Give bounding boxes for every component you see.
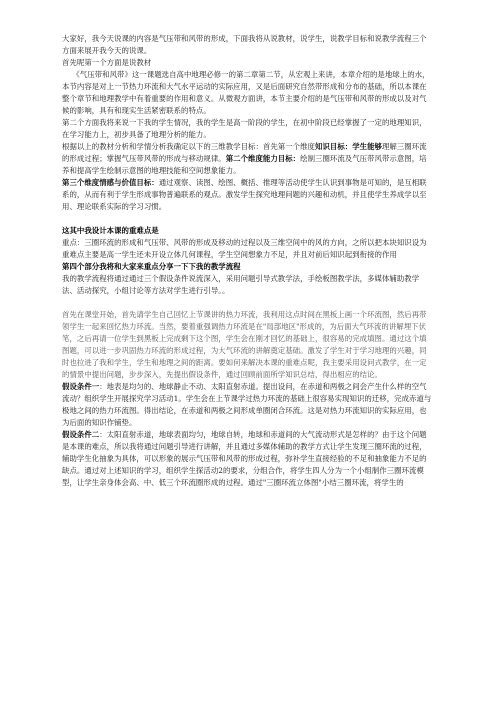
assumption-2-text: ：太阳直射赤道，地球表面均匀，地球自转，地球和赤道间的大气流动形式是怎样的？由于这个问题是本课的难点，所以我将通过问题引导进行讲解，并且通过多媒体辅助的教学方式让学生发现三圈环流的过程，辅助学生化抽象为具体，可以形象的展示气压带和风带的形成过程，弥补学生直接经验的不足和抽象能力不足的缺点。通过对上述知识的学习，组织学生探活动2的要求，分组合作，将学生四人分为一个小组制作三圈环流模型，让学生亲身体会高、中、低三个环流圈形成的过程。通过"三圈环流立体图"小结三圈环流，将学生的 bbox=[62, 430, 427, 487]
objectives-lead: 根据以上的教材分析和学情分析我确定以下的三维教学目标：首先第一个维度 bbox=[62, 142, 315, 151]
emotion-objective-paragraph bbox=[62, 177, 434, 213]
assumption-2-label: 假设条件二 bbox=[62, 430, 100, 439]
lesson-opening-paragraph: 首先在课堂开始，首先请学生自己回忆上节课讲的热力环流，我利用这点时间在黑板上画一个环流图，然后再带领学生一起来回忆热力环流。当然，要着重强调热力环流是在"局部地区"形成的，为后面大气环流的讲解埋下伏笔，之后再请一位学生到黑板上完成剩下这个图，学生会在刚才回忆的基础上，很容易的完成填图。通过这个填图题，可以进一步巩固热力环流的形成过程，为大气环流的讲解奠定基础。激发了学生对于学习地理的兴趣，同时也拉进了我和学生，学生和地理之间的距离。要如何来解决本课的重难点呢，我主要采用设问式教学，在一定的情景中提出问题，步步深入，先提出假设条件，通过回顾前面所学知识总结，得出相应的结论。 bbox=[62, 310, 427, 379]
ability-objective-text: 绘制三圈环流及气压带风带示意图，培养和提高学生绘制示意图的地理技能和空间想象能力。 bbox=[62, 154, 427, 175]
teaching-method-paragraph: 我的教学流程将通过通过三个假设条件说流深入，采用问题引导式教学法，手绘板图教学法，多媒体辅助教学法、活动探究，小组讨论等方法对学生进行引导。。 bbox=[62, 274, 420, 295]
spacer bbox=[62, 213, 434, 225]
assumption-1-text: ：地表是均匀的、地球静止不动、太阳直射赤道。提出设问，在赤道和两极之间会产生什么样的空气流动？组织学生开展探究学习活动1。学生会在上节课学过热力环流的基础上很容易实现知识的迁移，完成赤道与极地之间的热力环流图。得出结论，在赤道和两极之间形成单圈闭合环流。这是对热力环流知识的实际应用，也为后面的知识作铺垫。 bbox=[62, 382, 432, 427]
knowledge-objective-text: 理解三圈环流的形成过程；掌握气压带风带的形成与移动规律。 bbox=[62, 142, 427, 163]
emotion-objective-label: 第三个维度情感与价值目标： bbox=[62, 178, 159, 187]
knowledge-objective-label: 知识目标：学生能够 bbox=[315, 142, 382, 151]
teaching-process-heading: 第四个部分我将和大家来重点分享一下下我的教学流程 bbox=[62, 262, 241, 271]
intro-paragraph: 大家好，我今天说课的内容是气压带和风带的形成，下面我将从说教材，说学生，说教学目标和说教学流程三个方面来展开我今天的说课。 bbox=[62, 34, 427, 55]
spacer bbox=[62, 297, 434, 309]
objectives-paragraph bbox=[62, 141, 434, 177]
assumption-1-paragraph bbox=[62, 381, 434, 429]
document-body bbox=[62, 33, 434, 489]
assumption-2-paragraph bbox=[62, 429, 434, 489]
emotion-objective-text: 通过观察、读图、绘图、概括、推理等活动使学生认识到事物是可知的，是互相联系的，从而有利于学生形成事物普遍联系的观点。激发学生探究地理问题的兴趣和动机，并且使学生养成学以至用、理论联系实际的学习习惯。 bbox=[62, 178, 427, 211]
student-analysis-paragraph: 第二个方面我将来说一下我的学生情况，我的学生是高一阶段的学生，在初中阶段已经掌握了一定的地理知识，在学习能力上，初步具备了地理分析的能力。 bbox=[62, 118, 427, 139]
assumption-1-label: 假设条件一 bbox=[62, 382, 100, 391]
key-points-heading: 这其中我设计本课的重难点是 bbox=[62, 226, 159, 235]
key-points-paragraph: 重点：三圈环流的形成和气压带、风带的形成及移动的过程以及三维空间中的风的方向，之所以把本块知识设为重难点主要是高一学生还未开设立体几何课程，学生空间想象力不足，并且对前后知识起到衔接的作用 bbox=[62, 238, 427, 259]
ability-objective-label: 第二个维度能力目标： bbox=[225, 154, 301, 163]
textbook-analysis-paragraph: 《气压带和风带》这一课题选自高中地理必修一的第二章第二节，从宏观上来讲，本章介绍的是地球上的水，本节内容是对上一节热力环流和大气水平运动的实际应用，又是后面研究自然带形成和分布的基础，所以本课在整个章节和地理教学中有着重要的作用和意义。从微观方面讲，本节主要介绍的是气压带和风带的形成以及对气候的影响，具有和现实生活紧密联系的特点。 bbox=[62, 70, 430, 115]
section-1-intro-text: 首先呢第一个方面是说教材 bbox=[62, 58, 152, 67]
section-1-intro bbox=[62, 57, 434, 69]
